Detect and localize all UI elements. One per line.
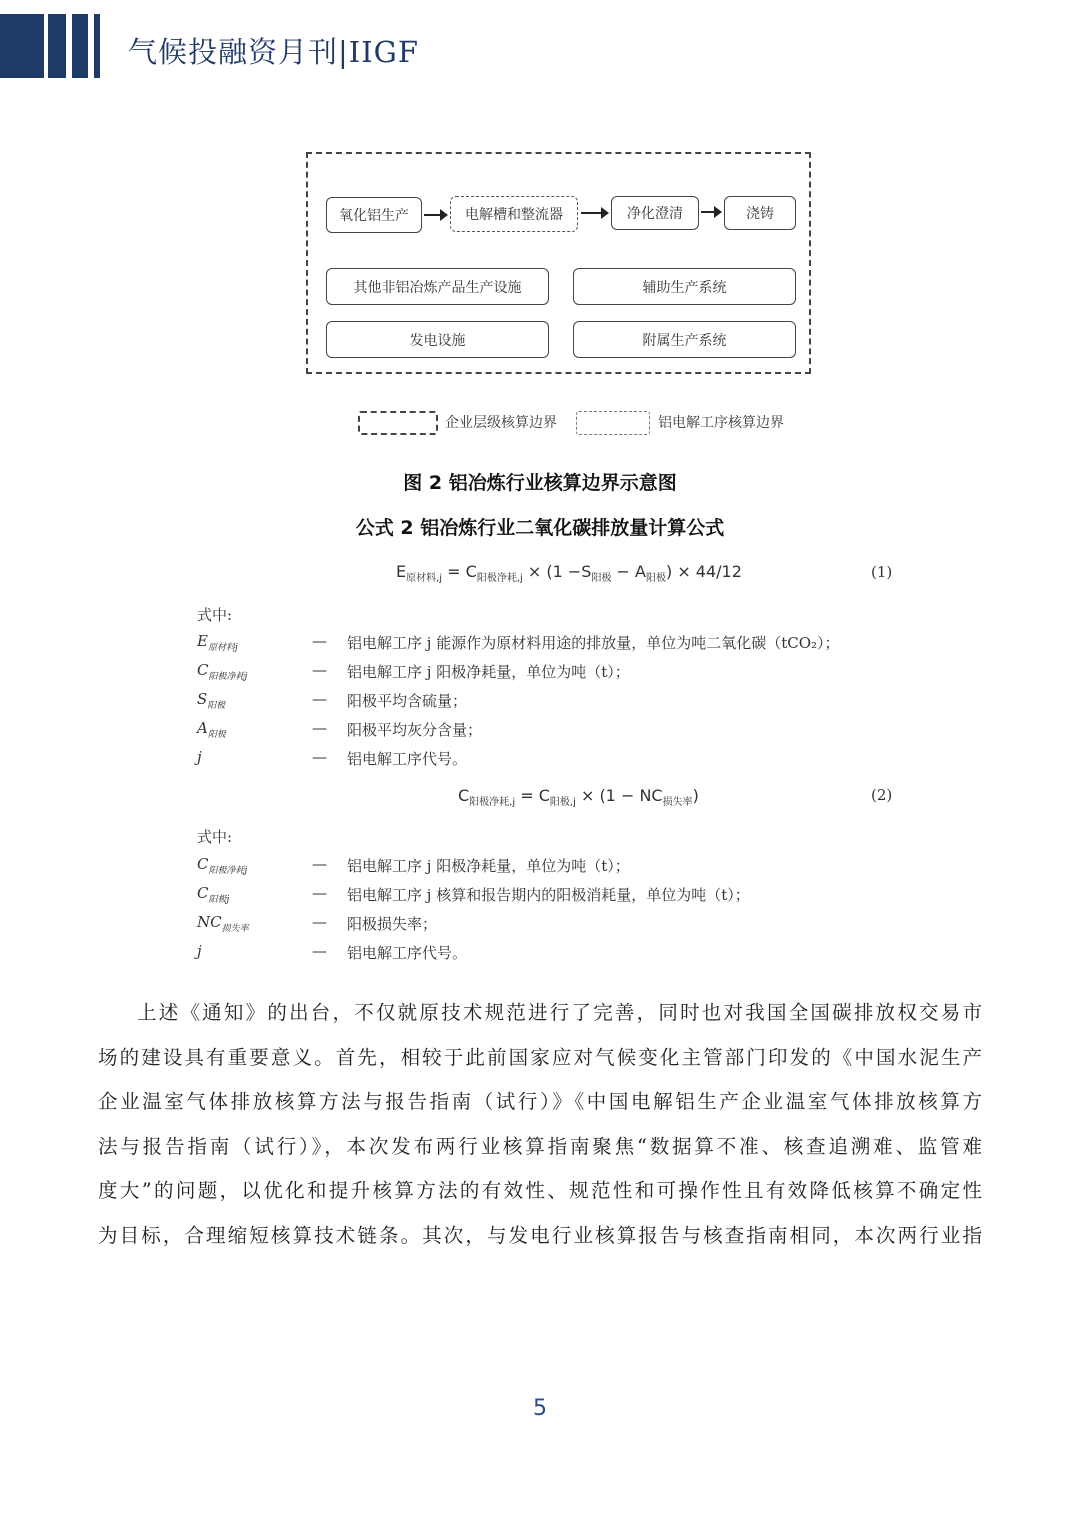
node-purification: 净化澄清	[611, 196, 699, 230]
legend-enterprise-swatch	[358, 411, 438, 435]
node-other-facilities: 其他非铝冶炼产品生产设施	[326, 268, 549, 305]
where-label-2: 式中:	[197, 828, 233, 846]
node-ancillary-system: 附属生产系统	[573, 321, 796, 358]
where-label-1: 式中:	[197, 606, 233, 624]
page-number: 5	[533, 1396, 547, 1421]
journal-title: 气候投融资月刊|IIGF	[128, 35, 419, 69]
figure-caption: 图 2 铝冶炼行业核算边界示意图	[403, 472, 677, 494]
arrow-1	[424, 214, 446, 216]
node-alumina-production: 氧化铝生产	[326, 197, 422, 233]
legend-process-label: 铝电解工序核算边界	[658, 415, 784, 431]
paragraph-line: 上述《通知》的出台，不仅就原技术规范进行了完善，同时也对我国全国碳排放权交易市	[137, 1001, 982, 1024]
formula-1: $E_{原材料,j} = C_{阳极净耗,j} \times (1 -S_{阳极} - A_{阳极}) \times 44/12$	[396, 562, 742, 585]
variable-row: j — 铝电解工序代号。	[197, 748, 468, 768]
node-casting: 浇铸	[724, 196, 796, 230]
arrow-2	[581, 212, 607, 214]
paragraph-line: 法与报告指南（试行）》，本次发布两行业核算指南聚焦“数据算不准、核查追溯难、监管难	[98, 1134, 982, 1158]
variable-row: $C_{阳极j}$ — 铝电解工序 j 核算和报告期内的阳极消耗量，单位为吨（t）；	[197, 884, 750, 905]
paragraph-line: 度大”的问题，以优化和提升核算方法的有效性、规范性和可操作性且有效降低核算不确定性	[98, 1179, 982, 1202]
paragraph-line: 场的建设具有重要意义。首先，相较于此前国家应对气候变化主管部门印发的《中国水泥生产	[98, 1045, 982, 1069]
variable-row: $S_{阳极}$ — 阳极平均含硫量；	[197, 690, 468, 711]
variable-row: $E_{原材料j}$ — 铝电解工序 j 能源作为原材料用途的排放量，单位为吨二氧化碳（tCO₂）；	[197, 632, 840, 653]
variable-row: $C_{阳极净耗j}$ — 铝电解工序 j 阳极净耗量，单位为吨（t）；	[197, 855, 630, 876]
arrow-3	[701, 211, 720, 213]
variable-row: $C_{阳极净耗j}$ — 铝电解工序 j 阳极净耗量，单位为吨（t）；	[197, 661, 630, 682]
formula-caption: 公式 2 铝冶炼行业二氧化碳排放量计算公式	[355, 517, 725, 539]
variable-row: j — 铝电解工序代号。	[197, 942, 468, 962]
node-electrolytic-cell: 电解槽和整流器	[450, 196, 578, 232]
paragraph-line: 企业温室气体排放核算方法与报告指南（试行）》《中国电解铝生产企业温室气体排放核算方	[98, 1090, 982, 1113]
body-paragraph	[98, 997, 982, 1264]
node-auxiliary-system: 辅助生产系统	[573, 268, 796, 305]
equation-number-2: (2)	[871, 786, 893, 804]
paragraph-line: 为目标，合理缩短核算技术链条。其次，与发电行业核算报告与核查指南相同，本次两行业指	[98, 1223, 982, 1247]
legend-enterprise-label: 企业层级核算边界	[445, 415, 557, 431]
variable-row: $A_{阳极}$ — 阳极平均灰分含量；	[197, 719, 483, 740]
equation-number-1: (1)	[871, 563, 893, 581]
legend-process-swatch	[576, 411, 650, 435]
formula-2: $C_{阳极净耗,j} = C_{阳极,j} \times (1 - NC_{损失率})$	[458, 786, 699, 809]
node-power-facilities: 发电设施	[326, 321, 549, 358]
variable-row: $NC_{损失率}$ — 阳极损失率；	[197, 913, 438, 934]
